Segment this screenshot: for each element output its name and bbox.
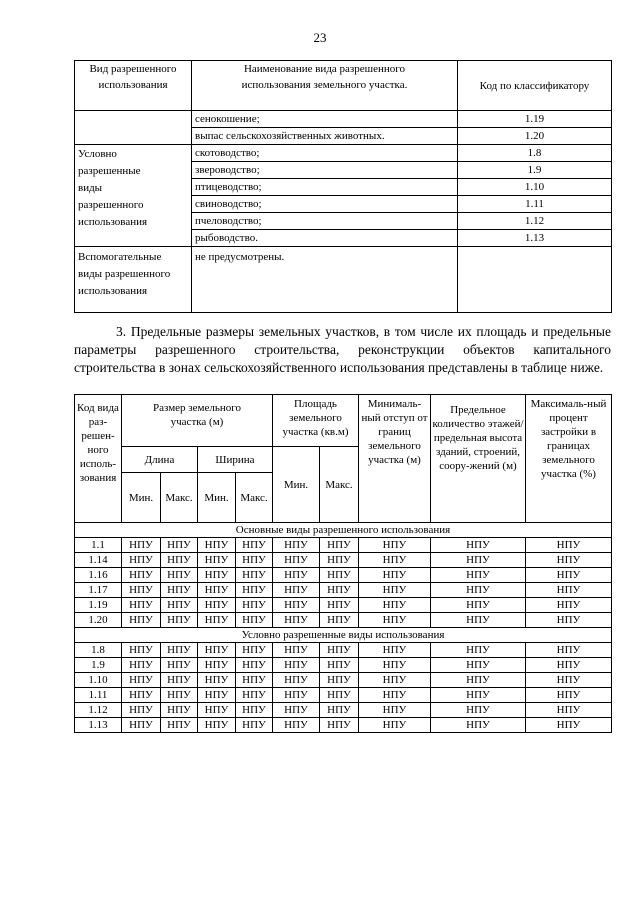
value-cell: НПУ [320, 688, 359, 703]
value-cell: НПУ [198, 688, 236, 703]
header-use-type: Вид разрешенного использования [75, 61, 192, 111]
value-cell: НПУ [359, 538, 431, 553]
table-row [75, 673, 612, 688]
value-cell: НПУ [122, 718, 161, 733]
use-code: 1.12 [458, 213, 612, 230]
header-area-max: Макс. [320, 447, 359, 523]
table-row [75, 598, 612, 613]
value-cell: НПУ [526, 688, 612, 703]
value-cell: НПУ [359, 673, 431, 688]
value-cell: НПУ [161, 703, 198, 718]
value-cell: НПУ [236, 718, 273, 733]
table-header-row [75, 61, 612, 111]
value-cell: НПУ [359, 718, 431, 733]
value-cell: НПУ [431, 583, 526, 598]
header-code: Код вида раз-решен-ного исполь-зования [75, 395, 122, 523]
row-code: 1.17 [75, 583, 122, 598]
value-cell: НПУ [320, 583, 359, 598]
value-cell: НПУ [320, 568, 359, 583]
main-uses-rows [75, 538, 612, 628]
value-cell: НПУ [359, 553, 431, 568]
value-cell: НПУ [236, 643, 273, 658]
table-row [75, 718, 612, 733]
value-cell: НПУ [431, 568, 526, 583]
value-cell: НПУ [526, 703, 612, 718]
value-cell: НПУ [320, 598, 359, 613]
row-code: 1.14 [75, 553, 122, 568]
use-code: 1.9 [458, 162, 612, 179]
value-cell: НПУ [198, 673, 236, 688]
value-cell: НПУ [161, 538, 198, 553]
value-cell: НПУ [320, 553, 359, 568]
value-cell: НПУ [161, 568, 198, 583]
value-cell: НПУ [122, 538, 161, 553]
value-cell: НПУ [273, 718, 320, 733]
value-cell: НПУ [161, 613, 198, 628]
use-name: рыбоводство. [192, 230, 458, 247]
empty-cell [458, 247, 612, 313]
value-cell: НПУ [161, 553, 198, 568]
value-cell: НПУ [161, 583, 198, 598]
use-name: пчеловодство; [192, 213, 458, 230]
permitted-use-table [74, 60, 612, 313]
value-cell: НПУ [198, 583, 236, 598]
table-row [75, 643, 612, 658]
value-cell: НПУ [273, 703, 320, 718]
header-classifier-code: Код по классификатору [458, 61, 612, 111]
value-cell: НПУ [359, 598, 431, 613]
row-code: 1.19 [75, 598, 122, 613]
paragraph-limit-sizes: 3. Предельные размеры земельных участков, в том числе их площадь и предельные параметры разрешенного строительства, реконструкции объектов капитального строительства в зонах сельскохозяйственного использования представлены в таблице ниже. [74, 324, 611, 375]
value-cell: НПУ [236, 583, 273, 598]
header-min-indent: Минималь-ный отступ от границ земельного участка (м) [359, 395, 431, 523]
value-cell: НПУ [526, 673, 612, 688]
value-cell: НПУ [198, 643, 236, 658]
value-cell: НПУ [320, 613, 359, 628]
value-cell: НПУ [122, 553, 161, 568]
use-code: 1.8 [458, 145, 612, 162]
value-cell: НПУ [273, 598, 320, 613]
use-name: свиноводство; [192, 196, 458, 213]
header-width: Ширина [198, 447, 273, 473]
value-cell: НПУ [198, 553, 236, 568]
value-cell: НПУ [526, 568, 612, 583]
header-width-max: Макс. [236, 473, 273, 523]
value-cell: НПУ [431, 598, 526, 613]
value-cell: НПУ [198, 703, 236, 718]
value-cell: НПУ [526, 718, 612, 733]
value-cell: НПУ [273, 643, 320, 658]
value-cell: НПУ [236, 553, 273, 568]
value-cell: НПУ [122, 583, 161, 598]
header-length-min: Мин. [122, 473, 161, 523]
value-cell: НПУ [236, 538, 273, 553]
use-code: 1.13 [458, 230, 612, 247]
value-cell: НПУ [161, 718, 198, 733]
value-cell: НПУ [431, 643, 526, 658]
header-floors-height: Предельное количество этажей/ предельная высота зданий, строений, соору-жений (м) [431, 395, 526, 523]
value-cell: НПУ [236, 568, 273, 583]
header-use-name: Наименование вида разрешенного использования земельного участка. [192, 61, 458, 111]
conditional-use-label: Условно разрешенные виды разрешенного использования [75, 145, 192, 247]
value-cell: НПУ [273, 538, 320, 553]
row-code: 1.8 [75, 643, 122, 658]
value-cell: НПУ [198, 658, 236, 673]
value-cell: НПУ [198, 568, 236, 583]
use-name: птицеводство; [192, 179, 458, 196]
use-code: 1.10 [458, 179, 612, 196]
value-cell: НПУ [273, 613, 320, 628]
use-name: сенокошение; [192, 111, 458, 128]
empty-cell [75, 111, 192, 145]
header-length: Длина [122, 447, 198, 473]
value-cell: НПУ [122, 643, 161, 658]
value-cell: НПУ [198, 598, 236, 613]
value-cell: НПУ [526, 538, 612, 553]
value-cell: НПУ [161, 688, 198, 703]
value-cell: НПУ [122, 613, 161, 628]
value-cell: НПУ [359, 688, 431, 703]
value-cell: НПУ [526, 658, 612, 673]
value-cell: НПУ [320, 538, 359, 553]
value-cell: НПУ [236, 598, 273, 613]
row-code: 1.9 [75, 658, 122, 673]
value-cell: НПУ [431, 673, 526, 688]
value-cell: НПУ [526, 643, 612, 658]
table-row [75, 553, 612, 568]
table-row [75, 568, 612, 583]
value-cell: НПУ [198, 613, 236, 628]
value-cell: НПУ [161, 658, 198, 673]
value-cell: НПУ [273, 568, 320, 583]
value-cell: НПУ [122, 568, 161, 583]
value-cell: НПУ [526, 583, 612, 598]
use-code: 1.20 [458, 128, 612, 145]
use-name: звероводство; [192, 162, 458, 179]
value-cell: НПУ [122, 703, 161, 718]
section-conditional-uses: Условно разрешенные виды использования [75, 628, 612, 643]
table-row [75, 703, 612, 718]
row-code: 1.12 [75, 703, 122, 718]
table-row [75, 538, 612, 553]
use-code: 1.19 [458, 111, 612, 128]
row-code: 1.11 [75, 688, 122, 703]
value-cell: НПУ [320, 703, 359, 718]
value-cell: НПУ [273, 688, 320, 703]
value-cell: НПУ [359, 658, 431, 673]
table-row [75, 658, 612, 673]
value-cell: НПУ [273, 658, 320, 673]
value-cell: НПУ [526, 553, 612, 568]
value-cell: НПУ [431, 553, 526, 568]
value-cell: НПУ [236, 688, 273, 703]
value-cell: НПУ [273, 553, 320, 568]
page-number: 23 [313, 30, 327, 45]
value-cell: НПУ [161, 673, 198, 688]
header-length-max: Макс. [161, 473, 198, 523]
value-cell: НПУ [526, 613, 612, 628]
row-code: 1.1 [75, 538, 122, 553]
value-cell: НПУ [320, 718, 359, 733]
auxiliary-use-label: Вспомогательные виды разрешенного использования [75, 247, 192, 313]
value-cell: НПУ [431, 538, 526, 553]
value-cell: НПУ [236, 703, 273, 718]
value-cell: НПУ [236, 673, 273, 688]
header-area-min: Мин. [273, 447, 320, 523]
value-cell: НПУ [122, 673, 161, 688]
value-cell: НПУ [236, 613, 273, 628]
value-cell: НПУ [431, 688, 526, 703]
value-cell: НПУ [198, 538, 236, 553]
value-cell: НПУ [359, 643, 431, 658]
header-area: Площадь земельного участка (кв.м) [273, 395, 359, 447]
header-size: Размер земельного участка (м) [122, 395, 273, 447]
value-cell: НПУ [161, 598, 198, 613]
row-code: 1.10 [75, 673, 122, 688]
value-cell: НПУ [431, 718, 526, 733]
row-code: 1.16 [75, 568, 122, 583]
value-cell: НПУ [359, 703, 431, 718]
value-cell: НПУ [320, 658, 359, 673]
use-name: скотоводство; [192, 145, 458, 162]
table-row [75, 613, 612, 628]
value-cell: НПУ [273, 583, 320, 598]
table-row [75, 111, 612, 128]
header-width-min: Мин. [198, 473, 236, 523]
value-cell: НПУ [359, 568, 431, 583]
value-cell: НПУ [526, 598, 612, 613]
value-cell: НПУ [198, 718, 236, 733]
row-code: 1.20 [75, 613, 122, 628]
conditional-uses-rows [75, 643, 612, 733]
value-cell: НПУ [122, 598, 161, 613]
table-row [75, 145, 612, 162]
value-cell: НПУ [320, 673, 359, 688]
value-cell: НПУ [161, 643, 198, 658]
section-main-uses: Основные виды разрешенного использования [75, 523, 612, 538]
limit-parameters-table [74, 394, 612, 733]
value-cell: НПУ [122, 658, 161, 673]
value-cell: НПУ [236, 658, 273, 673]
value-cell: НПУ [359, 583, 431, 598]
value-cell: НПУ [431, 703, 526, 718]
table-row [75, 583, 612, 598]
value-cell: НПУ [273, 673, 320, 688]
table-row [75, 247, 612, 313]
value-cell: НПУ [122, 688, 161, 703]
table-row [75, 688, 612, 703]
value-cell: НПУ [431, 613, 526, 628]
value-cell: НПУ [359, 613, 431, 628]
row-code: 1.13 [75, 718, 122, 733]
use-name: выпас сельскохозяйственных животных. [192, 128, 458, 145]
use-code: 1.11 [458, 196, 612, 213]
auxiliary-use-value: не предусмотрены. [192, 247, 458, 313]
header-max-percent: Максималь-ный процент застройки в границах земельного участка (%) [526, 395, 612, 523]
value-cell: НПУ [431, 658, 526, 673]
value-cell: НПУ [320, 643, 359, 658]
